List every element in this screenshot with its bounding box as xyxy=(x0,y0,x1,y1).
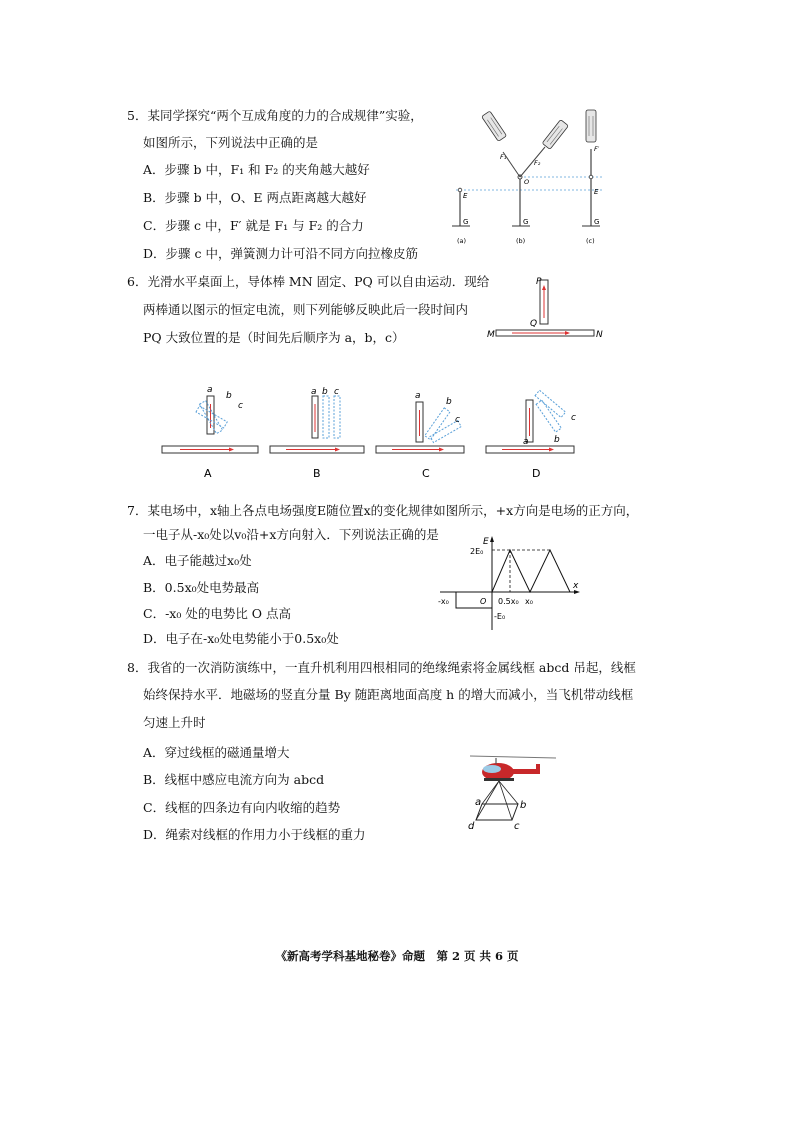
q6-label-p: P xyxy=(536,277,542,287)
q7-label-half-x0: 0.5x₀ xyxy=(498,597,519,606)
q6-label-n: N xyxy=(596,330,603,340)
q6-label-b: B xyxy=(313,467,321,480)
q6-stem-line2: 两棒通以图示的恒定电流，则下列能够反映此后一段时间内 xyxy=(143,302,469,317)
q6-stem-line1: 6．光滑水平桌面上，导体棒 MN 固定、PQ 可以自由运动．现给 xyxy=(127,274,490,289)
q6-label-d: D xyxy=(532,467,541,480)
q5-spring-scale-left xyxy=(482,111,507,141)
q7-label-x0: x₀ xyxy=(525,597,533,606)
q5-label-f2: F₂ xyxy=(534,159,541,167)
q6-d-mark-a: a xyxy=(523,437,529,447)
q6-choice-b xyxy=(270,387,364,480)
q6-label-m: M xyxy=(487,330,495,340)
q7-label-origin: O xyxy=(480,597,487,606)
q7-label-x: x xyxy=(573,581,579,591)
q7-option-d: D．电子在-x₀处电势能小于0.5x₀处 xyxy=(143,631,339,646)
q6-a-mark-a: a xyxy=(207,385,213,395)
q7-label-2e0: 2E₀ xyxy=(470,547,484,556)
q7-option-b: B．0.5x₀处电势最高 xyxy=(143,580,260,595)
q7-label-e: E xyxy=(483,537,489,547)
q6-b-mark-a: a xyxy=(311,387,317,397)
q5-label-g-b: G xyxy=(523,218,529,226)
q5-option-a: A．步骤 b 中，F₁ 和 F₂ 的夹角越大越好 xyxy=(143,162,370,177)
q5-option-b: B．步骤 b 中，O、E 两点距离越大越好 xyxy=(143,190,367,205)
q6-c-mark-c: c xyxy=(455,415,460,425)
q5-spring-scale-vertical xyxy=(586,110,596,142)
q7-stem-line1: 7．某电场中，x轴上各点电场强度E随位置x的变化规律如图所示，+x方向是电场的正方向， xyxy=(127,503,639,518)
q5-option-d: D．步骤 c 中，弹簧测力计可沿不同方向拉橡皮筋 xyxy=(143,246,418,261)
q6-c-mark-b: b xyxy=(446,397,452,407)
q8-label-d: d xyxy=(468,821,475,832)
q5-label-fprime: F′ xyxy=(594,145,600,153)
q8-label-c: c xyxy=(514,821,520,832)
q7-option-c: C．-x₀ 处的电势比 O 点高 xyxy=(143,606,292,621)
q5-force-experiment-figure xyxy=(448,104,616,250)
q8-label-b: b xyxy=(520,800,527,811)
q6-choice-a xyxy=(162,385,258,480)
q5-label-e-c: E xyxy=(594,188,599,196)
q6-choices-figure xyxy=(160,380,580,482)
q6-a-mark-c: c xyxy=(238,401,243,411)
q5-label-o-b: O xyxy=(524,178,530,186)
q5-stem-line2: 如图所示，下列说法中正确的是 xyxy=(143,135,319,150)
q8-option-a: A．穿过线框的磁通量增大 xyxy=(143,745,290,760)
q8-option-c: C．线框的四条边有向内收缩的趋势 xyxy=(143,800,341,815)
q6-choice-c xyxy=(376,391,464,480)
q8-stem-line3: 匀速上升时 xyxy=(143,715,206,730)
q5-label-e-a: E xyxy=(463,192,468,200)
q5-caption-a: (a) xyxy=(457,237,467,245)
q6-b-mark-c: c xyxy=(334,387,339,397)
page-footer: 《新高考学科基地秘卷》命题 第 2 页 共 6 页 xyxy=(275,949,519,963)
q7-e-x-graph xyxy=(436,534,586,632)
q5-stem-line1: 5．某同学探究“两个互成角度的力的合成规律”实验， xyxy=(127,108,423,123)
q8-helicopter xyxy=(482,758,540,781)
q8-rotor xyxy=(470,756,556,758)
q6-stem-line3: PQ 大致位置的是（时间先后顺序为 a，b，c） xyxy=(143,330,405,345)
q6-label-q: Q xyxy=(530,319,538,329)
q8-helicopter-figure xyxy=(462,750,564,836)
q7-label-neg-e0: -E₀ xyxy=(494,612,506,621)
q5-caption-b: (b) xyxy=(516,237,526,245)
q8-option-d: D．绳索对线框的作用力小于线框的重力 xyxy=(143,827,366,842)
q8-label-a: a xyxy=(475,797,482,808)
q8-option-b: B．线框中感应电流方向为 abcd xyxy=(143,772,325,787)
q6-a-mark-b: b xyxy=(226,391,232,401)
q5-option-c: C．步骤 c 中，F′ 就是 F₁ 与 F₂ 的合力 xyxy=(143,218,364,233)
q5-label-g-c: G xyxy=(594,218,600,226)
q6-d-mark-b: b xyxy=(554,435,560,445)
q6-d-mark-c: c xyxy=(571,413,576,423)
q7-stem-line2: 一电子从-x₀处以v₀沿+x方向射入．下列说法正确的是 xyxy=(143,527,439,542)
q6-label-c: C xyxy=(422,467,430,480)
q8-wire-frame xyxy=(476,804,518,820)
q5-label-g-a: G xyxy=(463,218,469,226)
q7-label-neg-x0: -x₀ xyxy=(438,597,449,606)
q6-choice-d xyxy=(486,390,576,480)
q8-stem-line2: 始终保持水平．地磁场的竖直分量 By 随距离地面高度 h 的增大而减小，当飞机带动线框 xyxy=(143,687,634,702)
q5-spring-scale-right xyxy=(542,120,568,150)
q6-b-mark-b: b xyxy=(322,387,328,397)
q5-caption-c: (c) xyxy=(586,237,595,245)
q8-stem-line1: 8．我省的一次消防演练中，一直升机利用四根相同的绝缘绳索将金属线框 abcd 吊起，线框 xyxy=(127,660,636,675)
q6-c-mark-a: a xyxy=(415,391,421,401)
q6-label-a: A xyxy=(204,467,212,480)
q6-setup-figure xyxy=(482,272,612,344)
q7-option-a: A．电子能越过x₀处 xyxy=(143,553,252,568)
q5-label-f1: F₁ xyxy=(500,153,507,161)
